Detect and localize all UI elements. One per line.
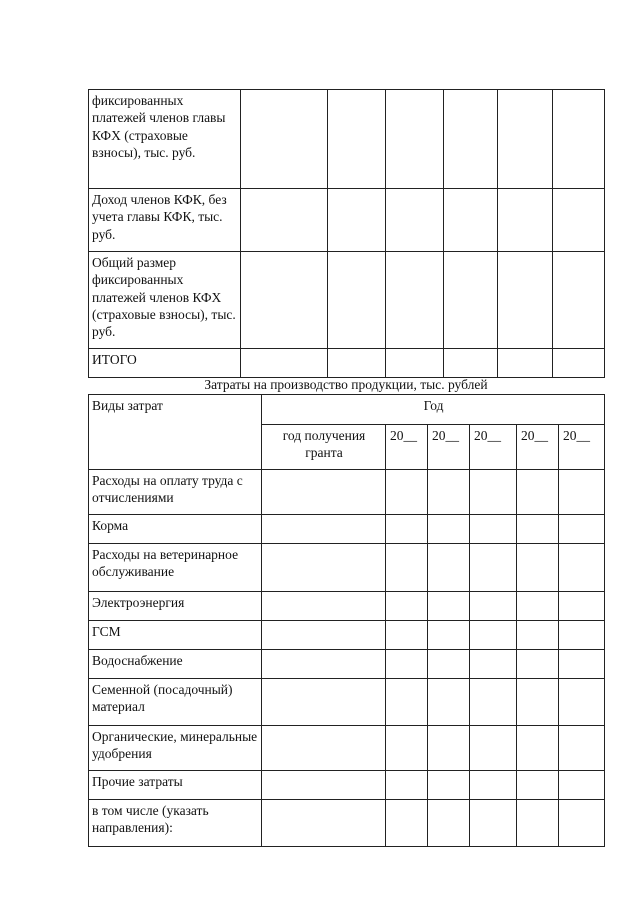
table-row: [89, 349, 605, 378]
row-label: Прочие затраты: [89, 771, 262, 800]
row-label: Электроэнергия: [89, 592, 262, 621]
table-row: [89, 621, 605, 650]
header-year-4: 20__: [517, 425, 559, 470]
table-row: [89, 800, 605, 847]
table-row: [89, 515, 605, 544]
table-row: [89, 650, 605, 679]
costs-table: [88, 394, 605, 847]
row-label: Водоснабжение: [89, 650, 262, 679]
table-row: [89, 189, 605, 252]
income-table: [88, 89, 605, 378]
row-label: Семенной (посадочный) материал: [89, 679, 262, 726]
table-row: [89, 726, 605, 771]
header-year-1: 20__: [386, 425, 428, 470]
table-row: [89, 90, 605, 189]
header-grant-year: год получения гранта: [262, 425, 386, 470]
row-label: Корма: [89, 515, 262, 544]
header-year-5: 20__: [559, 425, 605, 470]
table-row: [89, 771, 605, 800]
row-label: Общий размер фиксированных платежей членов КФХ (страховые взносы), тыс. руб.: [89, 252, 241, 349]
table-row: [89, 592, 605, 621]
row-label: Доход членов КФК, без учета главы КФК, тыс. руб.: [89, 189, 241, 252]
header-year-2: 20__: [428, 425, 470, 470]
row-label: Расходы на оплату труда с отчислениями: [89, 470, 262, 515]
header-year: Год: [262, 395, 605, 425]
header-row: [89, 395, 605, 425]
row-label-total: ИТОГО: [89, 349, 241, 378]
table-row: [89, 679, 605, 726]
row-label: ГСМ: [89, 621, 262, 650]
table-row: [89, 470, 605, 515]
costs-table-caption: Затраты на производство продукции, тыс. рублей: [204, 377, 488, 392]
table-row: [89, 252, 605, 349]
row-label: в том числе (указать направления):: [89, 800, 262, 847]
row-label: фиксированных платежей членов главы КФХ (страховые взносы), тыс. руб.: [89, 90, 241, 189]
table-row: [89, 544, 605, 592]
row-label: Органические, минеральные удобрения: [89, 726, 262, 771]
row-label: Расходы на ветеринарное обслуживание: [89, 544, 262, 592]
header-year-3: 20__: [470, 425, 517, 470]
header-cost-types: Виды затрат: [89, 395, 262, 470]
